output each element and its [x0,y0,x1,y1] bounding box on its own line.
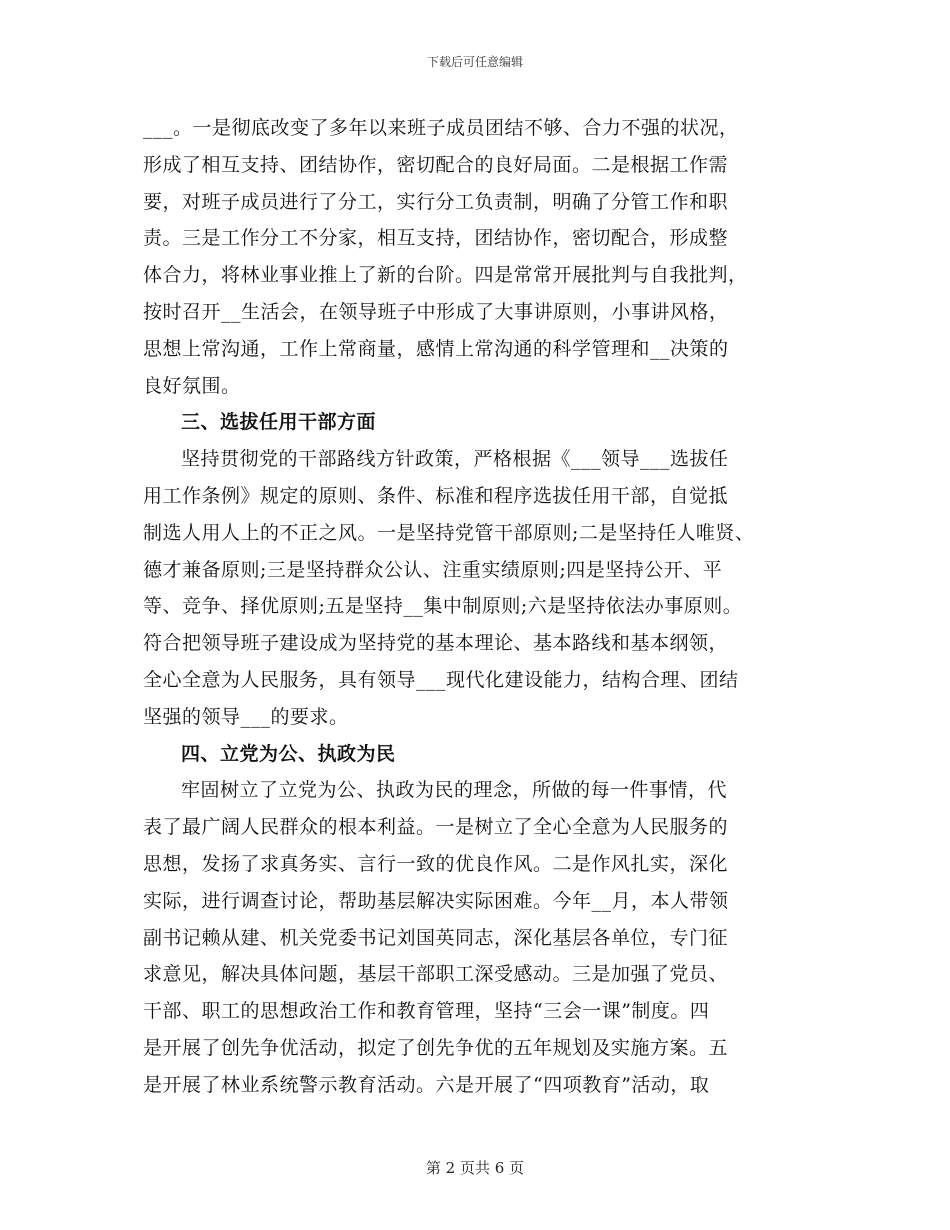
body-line: 是开展了创先争优活动，拟定了创先争优的五年规划及实施方案。五 [143,1036,729,1059]
body-line: 思想上常沟通，工作上常商量，感情上常沟通的科学管理和__决策的 [143,337,729,360]
body-line: 制选人用人上的不正之风。一是坚持党管干部原则;二是坚持任人唯贤、 [143,521,755,544]
body-line: 表了最广阔人民群众的根本利益。一是树立了全心全意为人民服务的 [143,816,729,839]
body-line: 等、竞争、择优原则;五是坚持__集中制原则;六是坚持依法办事原则。 [143,595,743,618]
page-footer: 第 2 页共 6 页 [425,1159,525,1177]
body-line: 求意见，解决具体问题，基层干部职工深受感动。三是加强了党员、 [143,963,729,986]
paragraph-first-line: 牢固树立了立党为公、执政为民的理念，所做的每一件事情，代 [181,779,728,802]
body-line: 用工作条例》规定的原则、条件、标准和程序选拔任用干部，自觉抵 [143,484,729,507]
paragraph-first-line: 坚持贯彻党的干部路线方针政策，严格根据《___领导___选拔任 [181,448,729,471]
body-line: 形成了相互支持、团结协作，密切配合的良好局面。二是根据工作需 [143,153,729,176]
page-header: 下载后可任意编辑 [426,55,523,69]
body-line: 按时召开__生活会，在领导班子中形成了大事讲原则，小事讲风格， [143,300,729,323]
body-line: 良好氛围。 [143,374,241,397]
section-heading: 三、选拔任用干部方面 [181,411,377,434]
body-line: 德才兼备原则;三是坚持群众公认、注重实绩原则;四是坚持公开、平 [143,558,723,581]
body-line: 是开展了林业系统警示教育活动。六是开展了“四项教育”活动，取 [143,1073,710,1096]
body-line: ___。一是彻底改变了多年以来班子成员团结不够、合力不强的状况， [143,117,739,139]
body-line: 干部、职工的思想政治工作和教育管理，坚持“三会一课”制度。四 [143,1000,710,1023]
body-line: 全心全意为人民服务，具有领导___现代化建设能力，结构合理、团结 [143,668,739,691]
body-line: 副书记赖从建、机关党委书记刘国英同志，深化基层各单位，专门征 [143,926,729,949]
document-body [143,110,815,1104]
body-line: 思想，发扬了求真务实、言行一致的优良作风。二是作风扎实，深化 [143,852,729,875]
body-line: 责。三是工作分工不分家，相互支持，团结协作，密切配合，形成整 [143,227,729,250]
section-heading: 四、立党为公、执政为民 [181,742,396,765]
body-line: 要，对班子成员进行了分工，实行分工负责制，明确了分管工作和职 [143,190,729,213]
body-line: 体合力，将林业事业推上了新的台阶。四是常常开展批判与自我批判， [143,264,748,287]
body-line: 符合把领导班子建设成为坚持党的基本理论、基本路线和基本纲领， [143,632,729,655]
body-line: 实际，进行调查讨论，帮助基层解决实际困难。今年__月，本人带领 [143,889,729,912]
body-line: 坚强的领导___的要求。 [143,705,349,728]
